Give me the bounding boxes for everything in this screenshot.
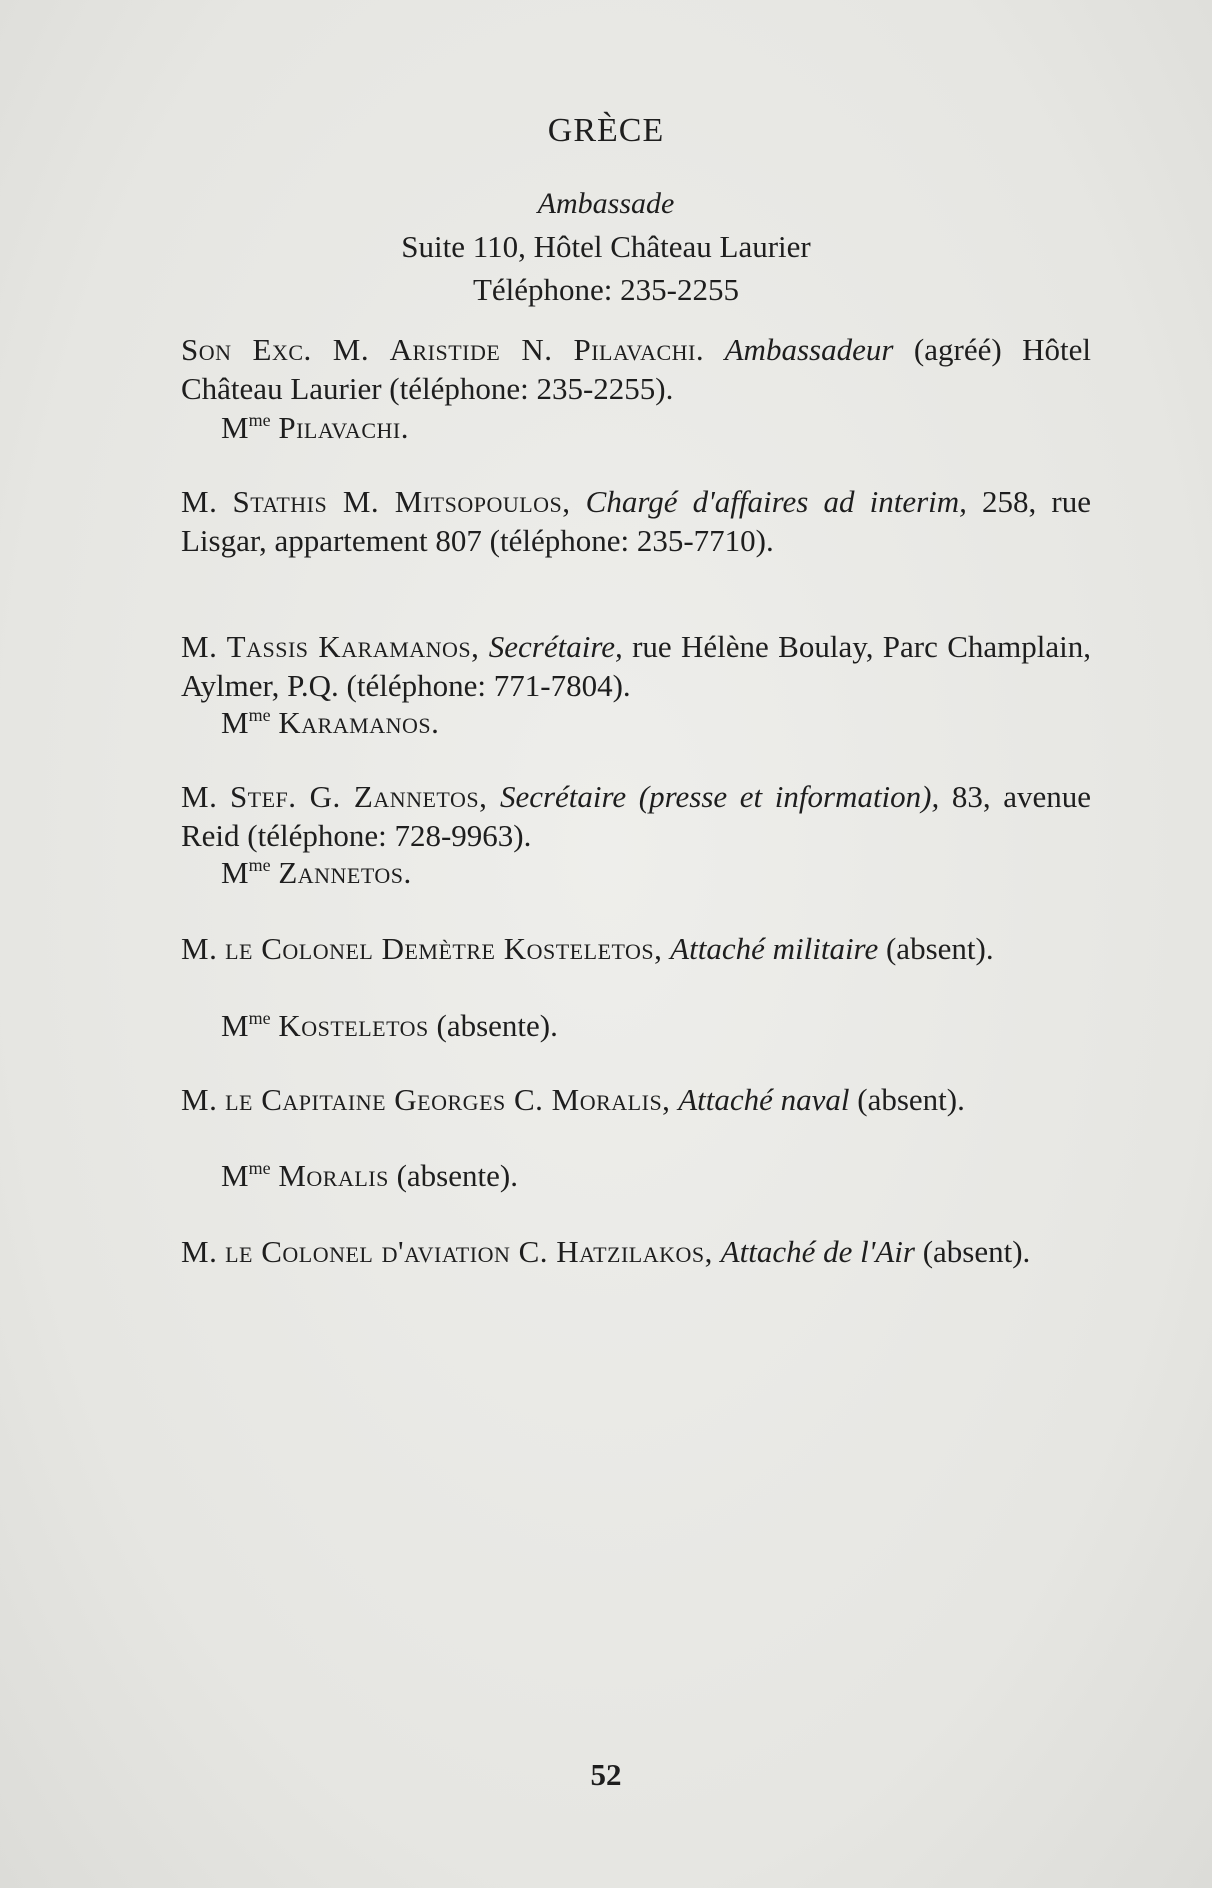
entry-detail: (absent). xyxy=(885,931,994,966)
entry-name: le Capitaine Georges C. Moralis, xyxy=(225,1082,671,1117)
entry-detail: (absent). xyxy=(857,1082,965,1117)
entry-role: Attaché naval xyxy=(678,1082,850,1117)
spouse-prefix: M xyxy=(221,1008,249,1043)
entry-title: M. xyxy=(181,931,218,966)
entry-name: Tassis Karamanos, xyxy=(226,629,480,664)
entry-title: Son Exc. M. xyxy=(181,332,370,367)
spouse-name: Zannetos. xyxy=(278,855,412,890)
entry-title: M. xyxy=(181,1082,218,1117)
entry-role: Ambassadeur xyxy=(724,332,894,367)
spouse-line xyxy=(221,1006,558,1045)
entry-title: M. xyxy=(181,629,218,664)
spouse-name: Pilavachi. xyxy=(278,410,409,445)
entry-press-secretary xyxy=(181,777,1091,855)
mission-type: Ambassade xyxy=(537,187,675,220)
country-heading: GRÈCE xyxy=(547,112,665,149)
entry-air-attache xyxy=(181,1232,1091,1271)
mission-telephone: Téléphone: 235-2255 xyxy=(472,272,739,307)
spouse-prefix: M xyxy=(221,705,249,740)
entry-name: Stef. G. Zannetos, xyxy=(229,779,488,814)
entry-name: le Colonel d'aviation C. Hatzilakos, xyxy=(225,1234,713,1269)
spouse-line xyxy=(221,703,439,742)
entry-detail: rue Hélène Boulay, Parc Champlain, Aylmer, P.Q. (téléphone: 771-7804). xyxy=(181,629,1091,703)
entry-title: M. xyxy=(181,1234,218,1269)
spouse-prefix: M xyxy=(221,855,249,890)
spouse-note: (absente). xyxy=(396,1158,518,1193)
spouse-line xyxy=(221,1156,518,1195)
spouse-name: Karamanos. xyxy=(278,705,440,740)
entry-role: Attaché militaire xyxy=(670,931,879,966)
spouse-prefix: M xyxy=(221,1158,249,1193)
entry-role: Secrétaire, xyxy=(488,629,623,664)
entry-title: M. xyxy=(181,484,218,519)
entry-ambassador xyxy=(181,330,1091,408)
entry-role: Chargé d'affaires ad interim, xyxy=(585,484,967,519)
spouse-sup: me xyxy=(248,705,271,725)
entry-military-attache xyxy=(181,929,1091,968)
spouse-name: Moralis xyxy=(278,1158,389,1193)
entry-charge-affaires xyxy=(181,482,1091,560)
mission-address: Suite 110, Hôtel Château Laurier xyxy=(401,229,811,264)
spouse-prefix: M xyxy=(221,410,249,445)
spouse-line xyxy=(221,408,409,447)
spouse-sup: me xyxy=(248,410,271,430)
entry-name: Stathis M. Mitsopoulos, xyxy=(232,484,571,519)
entry-title: M. xyxy=(181,779,218,814)
spouse-sup: me xyxy=(248,1158,271,1178)
entry-name: Aristide N. Pilavachi. xyxy=(389,332,705,367)
spouse-sup: me xyxy=(248,855,271,875)
spouse-line xyxy=(221,853,412,892)
entry-secretary xyxy=(181,627,1091,705)
entry-detail: (absent). xyxy=(922,1234,1031,1269)
spouse-sup: me xyxy=(248,1008,271,1028)
entry-detail: 83, avenue Reid (téléphone: 728-9963). xyxy=(181,779,1091,853)
entry-role: Attaché de l'Air xyxy=(720,1234,915,1269)
entry-naval-attache xyxy=(181,1080,1091,1119)
entry-name: le Colonel Demètre Kosteletos, xyxy=(225,931,663,966)
entry-role: Secrétaire (presse et information), xyxy=(499,779,940,814)
entry-detail: 258, rue Lisgar, appartement 807 (téléphone: 235-7710). xyxy=(181,484,1091,558)
spouse-note: (absente). xyxy=(436,1008,558,1043)
entry-detail: (agréé) Hôtel Château Laurier (téléphone: 235-2255). xyxy=(181,332,1092,406)
page-number: 52 xyxy=(590,1757,622,1792)
spouse-name: Kosteletos xyxy=(278,1008,429,1043)
